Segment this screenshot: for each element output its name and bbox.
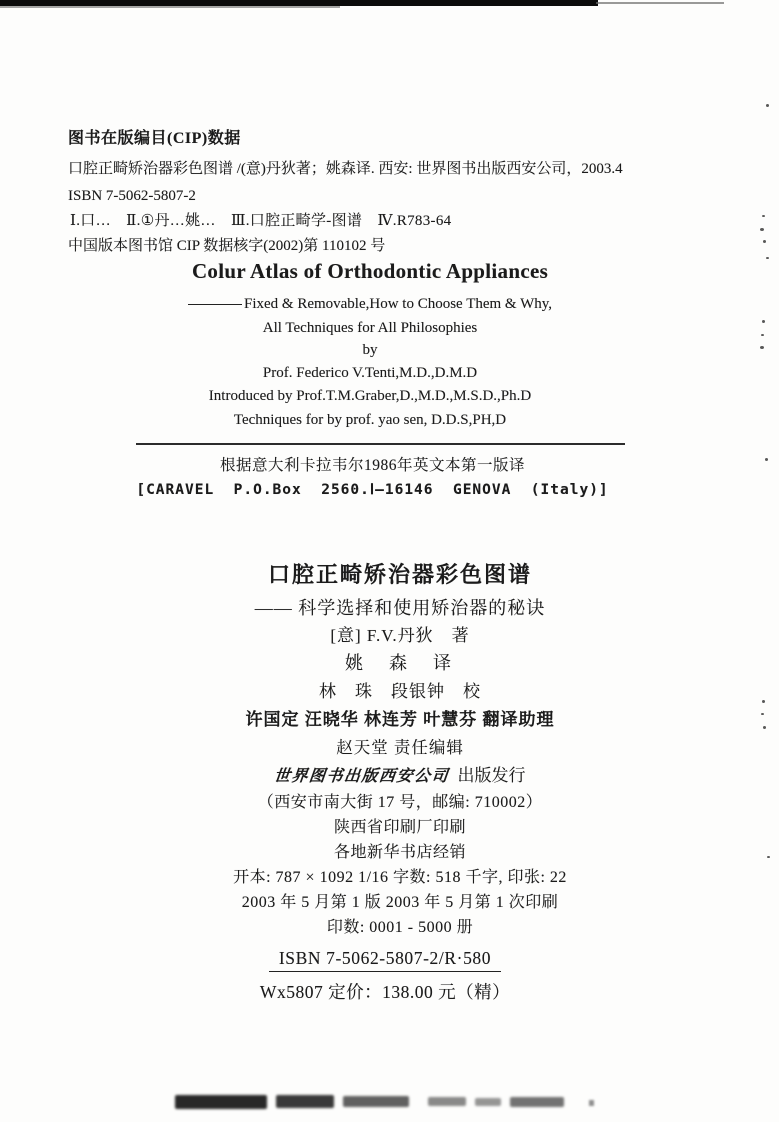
divider-rule [136,443,625,445]
scan-speck [763,240,766,243]
publisher-logo-script: 世界图书出版西安公司 [273,768,451,785]
cip-heading: 图书在版编目(CIP)数据 [68,130,241,147]
chinese-title-block [70,560,730,942]
credit-proofreaders: 林 珠 段银钟 校 [319,682,481,701]
scan-smudge-band [175,1093,595,1110]
cip-isbn-line: ISBN 7-5062-5807-2 [68,188,196,204]
format-line: 开本: 787 × 1092 1/16 字数: 518 千字, 印张: 22 [233,869,567,886]
publisher-role-label: 出版发行 [457,766,526,785]
scan-speck [760,228,764,231]
scan-speck [766,104,769,107]
scan-edge-bar-thin [596,2,724,4]
source-note-block [50,455,695,500]
chinese-book-title: 口腔正畸矫治器彩色图谱 [267,562,532,587]
cip-record-number-line: 中国版本图书馆 CIP 数据核字(2002)第 110102 号 [68,238,386,254]
cip-classification-line: Ⅰ.口… Ⅱ.①丹…姚… Ⅲ.口腔正畸学-图谱 Ⅳ.R783-64 [70,213,452,229]
print-run-line: 印数: 0001 - 5000 册 [326,919,474,936]
cip-block [68,128,718,260]
scan-speck [762,215,765,217]
techniques-by-line: Techniques for by prof. yao sen, D.D.S,PH,D [233,412,507,428]
cip-bibliography-line: 口腔正畸矫治器彩色图谱 /(意)丹狄著；姚森译. 西安: 世界图书出版西安公司，2003.4 [68,161,623,177]
credit-translation-assistants: 许国定 汪晓华 林连芳 叶慧芬 翻译助理 [245,710,555,729]
scan-smudge-dot [589,1100,594,1106]
price-line: Wx5807 定价：138.00 元（精） [259,982,511,1002]
publisher-address-line: （西安市南大街 17 号，邮编: 710002） [257,794,543,811]
english-subtitle-text: Fixed & Removable,How to Choose Them & Why, [243,296,553,312]
subtitle-dash-rule [188,304,242,305]
credit-translator: 姚 森 译 [345,653,455,673]
english-subtitle-line1 [50,294,690,314]
credit-responsible-editor: 赵天堂 责任编辑 [336,738,464,757]
english-subtitle-line2: All Techniques for All Philosophies [262,320,478,336]
scan-speck [762,700,765,703]
printer-line: 陕西省印刷厂印刷 [333,819,466,836]
english-book-title: Colur Atlas of Orthodontic Appliances [191,259,549,283]
by-label: by [362,342,378,358]
caravel-address-line: [CARAVEL P.O.Box 2560.Ⅰ—16146 GENOVA (Italy)] [136,482,609,498]
author-line: Prof. Federico V.Tenti,M.D.,D.M.D [262,365,478,381]
scan-speck [767,856,770,858]
scan-speck [761,334,764,336]
isbn-price-block [55,948,715,1004]
distributor-line: 各地新华书店经销 [333,844,466,861]
scan-edge-shadow [0,6,340,8]
scan-speck [766,257,769,259]
introduced-by-line: Introduced by Prof.T.M.Graber,D.,M.D.,M.S.D.,Ph.D [208,388,532,404]
english-title-block [50,258,690,430]
credit-author: [意] F.V.丹狄 著 [330,626,470,645]
scan-speck [765,458,768,461]
edition-line: 2003 年 5 月第 1 版 2003 年 5 月第 1 次印刷 [241,894,559,911]
scan-speck [763,726,766,729]
chinese-subtitle: —— 科学选择和使用矫治器的秘诀 [254,598,546,618]
isbn-number: ISBN 7-5062-5807-2/R·580 [269,948,501,972]
publisher-line [70,764,730,788]
scan-speck [762,320,765,323]
scan-speck [761,713,764,715]
scan-speck [760,346,764,349]
translation-source-line: 根据意大利卡拉韦尔1986年英文本第一版译 [219,457,525,474]
